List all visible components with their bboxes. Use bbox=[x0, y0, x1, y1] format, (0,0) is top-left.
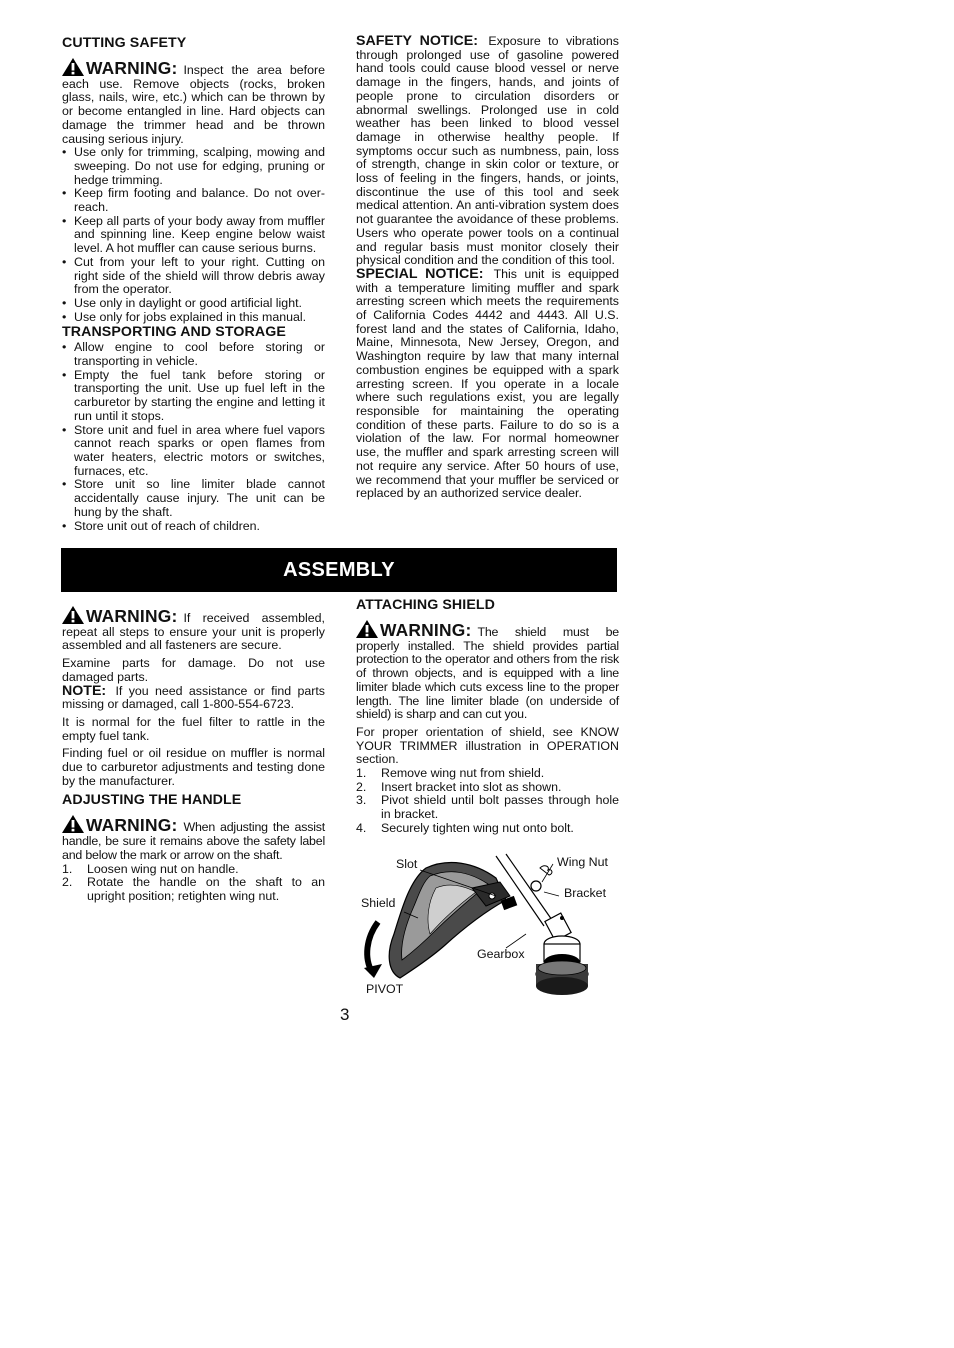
list-item: • Store unit and fuel in area where fuel vapors cannot reach sparks or open flames from water heaters, electric motors or switches, furnaces, etc. bbox=[62, 424, 325, 479]
adjusting-handle-heading: ADJUSTING THE HANDLE bbox=[62, 792, 242, 809]
list-item: • Use only in daylight or good artificial light. bbox=[62, 297, 325, 311]
list-item: • Allow engine to cool before storing or transporting in vehicle. bbox=[62, 341, 325, 368]
list-item: • Store unit out of reach of children. bbox=[62, 520, 325, 534]
fuel-filter-note: It is normal for the fuel filter to rattle in the empty fuel tank. bbox=[62, 714, 325, 743]
list-item: 3. Pivot shield until bolt passes through hole in bracket. bbox=[356, 793, 619, 822]
list-item: • Use only for jobs explained in this manual. bbox=[62, 311, 325, 325]
warning-label: WARNING: bbox=[86, 58, 178, 78]
special-notice-text: This unit is equipped with a temperature limiting muffler and spark arresting screen which meets the requirements of California Codes 4442 and 4443. All U.S. forest land and the states of California, Idaho, Maine, Minnesota, New Jersey, Oregon, and Washington require by law that many internal combustion engines be equipped with a spark arresting screen. If you operate in a locale where such regulations exist, you are legally responsible for maintaining the operating condition of these parts. Failure to do so is a violation of the law. For normal homeowner use, the muffler and spark arresting screen will not require any service. After 50 hours of use, we recommend that your muffler be serviced or replaced by an authorized service dealer. bbox=[356, 266, 620, 501]
label-shield: Shield bbox=[361, 896, 396, 910]
cutting-safety-list bbox=[62, 146, 325, 324]
attaching-shield-heading: ATTACHING SHIELD bbox=[356, 597, 495, 613]
note-lead: NOTE: bbox=[62, 682, 107, 699]
assembly-warning bbox=[62, 606, 325, 653]
shield-steps bbox=[356, 767, 619, 836]
warning-text: If received assembled, repeat all steps to ensure your unit is properly assembled and all fasteners are secure. bbox=[62, 611, 325, 653]
assembly-banner: ASSEMBLY bbox=[61, 548, 617, 592]
safety-notice-text: Exposure to vibrations through prolonged use of gasoline powered hand tools could cause blood vessel or nerve damage in the fingers, hands, and joints of people prone to circulation disorders or abnormal swellings. Prolonged use in cold weather has been linked to blood vessel damage in otherwise healthy people. If symptoms occur such as numbness, pain, loss of strength, change in skin color or texture, or loss of feeling in the fingers, hands, or joints, discontinue the use of this tool and seek medical attention. An anti-vibration system does not guarantee the avoidance of these problems. Users who operate power tools on a continual and regular basis must monitor closely their physical condition and the condition of this tool. bbox=[356, 34, 619, 268]
list-item: 1. Loosen wing nut on handle. bbox=[62, 861, 239, 876]
warning-text: When adjusting the assist handle, be sure it remains above the safety label and below the mark or arrow on the shaft. bbox=[62, 820, 325, 862]
examine-parts: Examine parts for damage. Do not use damaged parts. bbox=[62, 656, 325, 684]
list-item: 2. Rotate the handle on the shaft to an upright position; retighten wing nut. bbox=[62, 875, 325, 903]
warning-triangle-icon bbox=[62, 815, 84, 833]
cutting-safety-column bbox=[62, 35, 325, 533]
label-gearbox: Gearbox bbox=[477, 947, 525, 961]
residue-note: Finding fuel or oil residue on muffler is normal due to carburetor adjustments and testing done by the manufacturer. bbox=[62, 746, 325, 788]
safety-notice bbox=[356, 35, 619, 268]
shield-attachment-figure bbox=[356, 848, 626, 1000]
transporting-list bbox=[62, 341, 325, 533]
assembly-column bbox=[62, 606, 325, 904]
warning-label: WARNING: bbox=[86, 606, 178, 626]
assistance-note bbox=[62, 682, 325, 712]
cutting-safety-warning bbox=[62, 58, 325, 146]
shield-warning bbox=[356, 620, 619, 722]
label-bracket: Bracket bbox=[564, 886, 607, 900]
warning-text: The shield must be properly installed. The shield provides partial protection to the operator and others from the risk of thrown objects, and is equipped with a line limiter blade which cuts excess line to the proper length. The line limiter blade (on underside of shield) is sharp and can cut you. bbox=[356, 625, 619, 722]
attaching-shield-column bbox=[356, 597, 619, 836]
notices-column bbox=[356, 35, 619, 501]
orientation-note: For proper orientation of shield, see KNOW YOUR TRIMMER illustration in OPERATION section. bbox=[356, 724, 619, 767]
list-item: • Store unit so line limiter blade cannot accidentally cause injury. The unit can be hung by the shaft. bbox=[62, 478, 325, 519]
list-item: • Cut from your left to your right. Cutting on right side of the shield will throw debris away from the operator. bbox=[62, 256, 325, 297]
special-notice-lead: SPECIAL NOTICE: bbox=[356, 265, 484, 282]
warning-text: Inspect the area before each use. Remove objects (rocks, broken glass, nails, wire, etc.) which can be thrown by or become entangled in line. Hard objects can damage the trimmer head and be thrown causing serious injury. bbox=[62, 63, 325, 146]
warning-triangle-icon bbox=[62, 58, 84, 76]
list-item: • Use only for trimming, scalping, mowing and sweeping. Do not use for edging, pruning or hedge trimming. bbox=[62, 146, 325, 187]
note-text: If you need assistance or find parts missing or damaged, call 1-800-554-6723. bbox=[62, 683, 325, 712]
special-notice bbox=[356, 265, 620, 501]
label-pivot: PIVOT bbox=[366, 982, 404, 996]
warning-label: WARNING: bbox=[380, 620, 472, 640]
list-item: 2. Insert bracket into slot as shown. bbox=[356, 779, 562, 794]
list-item: • Keep firm footing and balance. Do not over-reach. bbox=[62, 187, 325, 214]
handle-steps bbox=[62, 863, 325, 904]
transporting-heading: TRANSPORTING AND STORAGE bbox=[62, 324, 286, 341]
list-item: • Empty the fuel tank before storing or transporting the unit. Use up fuel left in the carburetor by starting the engine and letting it run until it stops. bbox=[62, 369, 325, 424]
cutting-safety-heading: CUTTING SAFETY bbox=[62, 35, 187, 51]
warning-triangle-icon bbox=[356, 620, 378, 638]
page-number: 3 bbox=[340, 1005, 350, 1024]
warning-label: WARNING: bbox=[86, 815, 178, 836]
list-item: 4. Securely tighten wing nut onto bolt. bbox=[356, 820, 574, 835]
warning-triangle-icon bbox=[62, 606, 84, 624]
safety-notice-lead: SAFETY NOTICE: bbox=[356, 33, 478, 49]
label-wing-nut: Wing Nut bbox=[557, 855, 608, 869]
label-slot: Slot bbox=[396, 857, 418, 871]
list-item: • Keep all parts of your body away from muffler and spinning line. Keep engine below waist level. A hot muffler can cause serious burns. bbox=[62, 215, 325, 256]
handle-warning bbox=[62, 815, 325, 862]
list-item: 1. Remove wing nut from shield. bbox=[356, 766, 545, 781]
